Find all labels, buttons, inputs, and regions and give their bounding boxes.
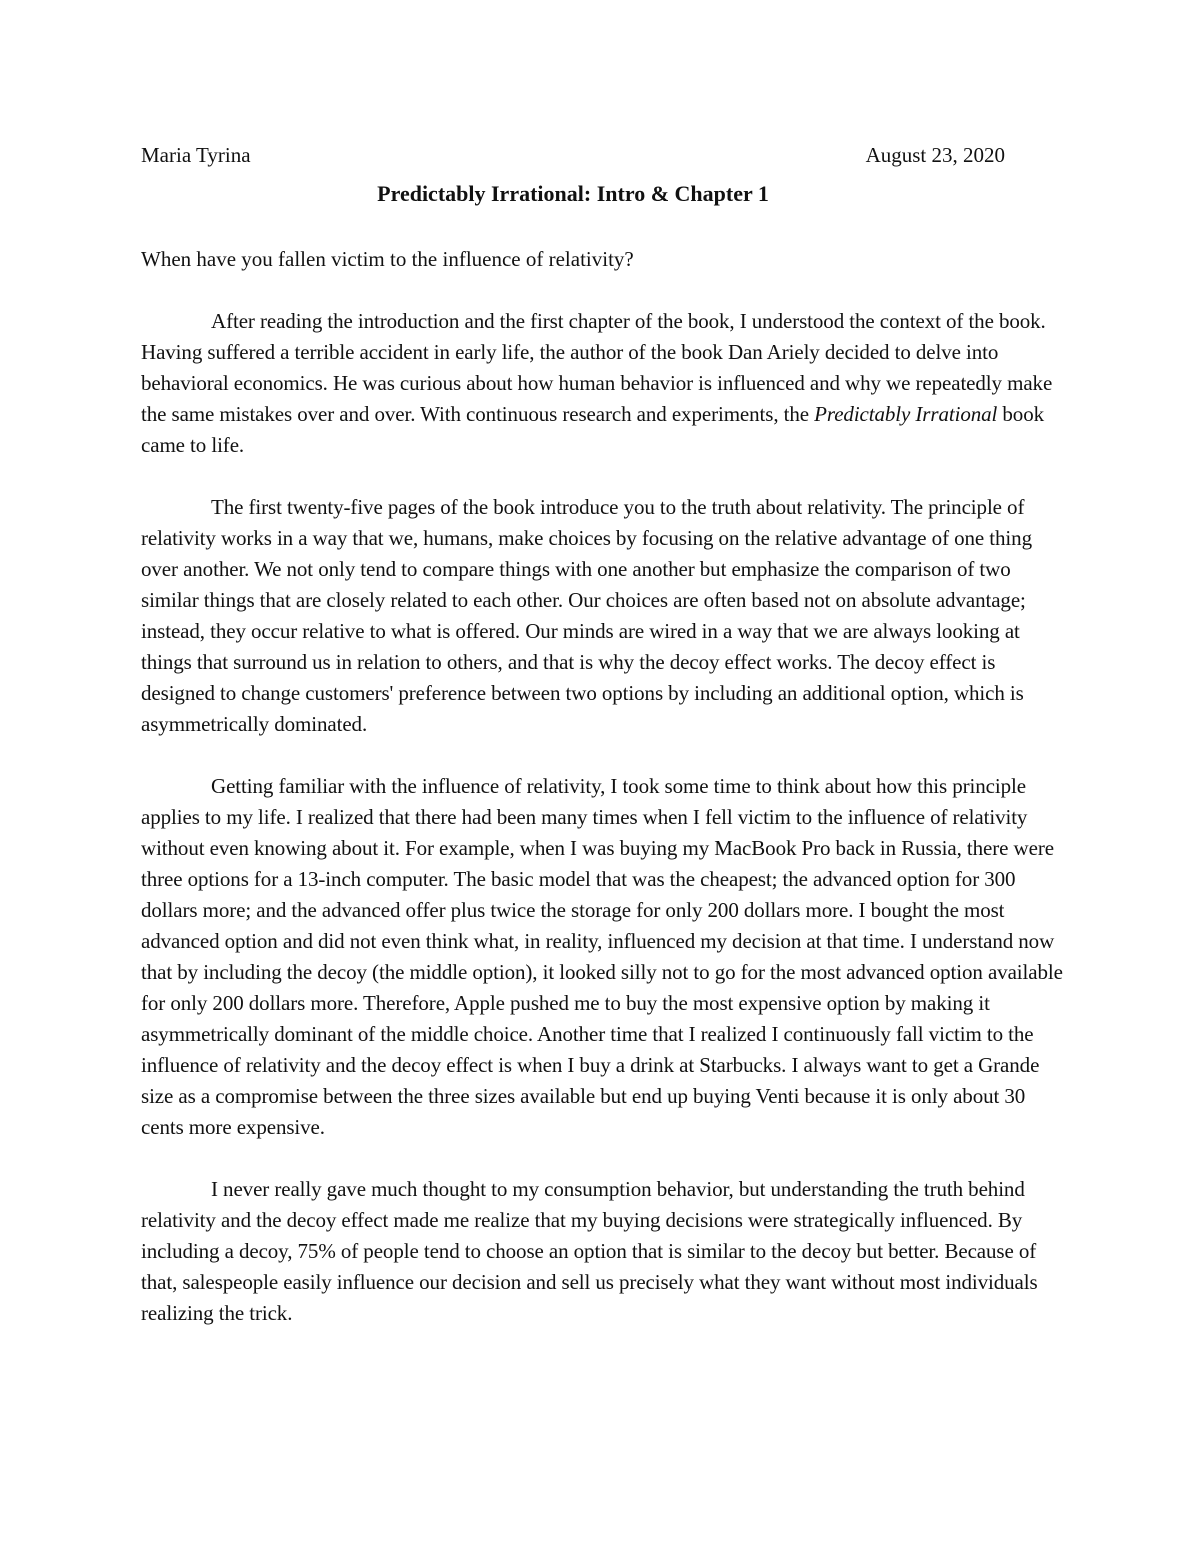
paragraph-4: I never really gave much thought to my consumption behavior, but understanding the truth behind relativity and the decoy effect made me realize that my buying decisions were strategically influenced. By including a decoy, 75% of people tend to choose an option that is similar to the decoy but better. Because of that, salespeople easily influence our decision and sell us precisely what they want without most individuals realizing the trick. <box>141 1177 1038 1325</box>
paragraph-2: The first twenty-five pages of the book introduce you to the truth about relativity. The principle of relativity works in a way that we, humans, make choices by focusing on the relative advantage of one thing over another. We not only tend to compare things with one another but emphasize the comparison of two similar things that are closely related to each other. Our choices are often based not on absolute advantage; instead, they occur relative to what is offered. Our minds are wired in a way that we are always looking at things that surround us in relation to others, and that is why the decoy effect works. The decoy effect is designed to change customers' preference between two options by including an additional option, which is asymmetrically dominated. <box>141 495 1032 736</box>
document-header <box>141 140 1005 174</box>
document-date: August 23, 2020 <box>865 143 1005 167</box>
document-page <box>141 140 1061 1350</box>
document-title: Predictably Irrational: Intro & Chapter 1 <box>377 181 769 206</box>
paragraph-3: Getting familiar with the influence of relativity, I took some time to think about how this principle applies to my life. I realized that there had been many times when I fell victim to the influence of relativity without even knowing about it. For example, when I was buying my MacBook Pro back in Russia, there were three options for a 13-inch computer. The basic model that was the cheapest; the advanced option for 300 dollars more; and the advanced offer plus twice the storage for only 200 dollars more. I bought the most advanced option and did not even think what, in reality, influenced my decision at that time. I understand now that by including the decoy (the middle option), it looked silly not to go for the most advanced option available for only 200 dollars more. Therefore, Apple pushed me to buy the most expensive option by making it asymmetrically dominant of the middle choice. Another time that I realized I continuously fall victim to the influence of relativity and the decoy effect is when I buy a drink at Starbucks. I always want to get a Grande size as a compromise between the three sizes available but end up buying Venti because it is only about 30 cents more expensive. <box>141 774 1063 1139</box>
paragraph-1-text-end: book came to life. <box>141 402 1045 457</box>
book-title-italic: Predictably Irrational <box>814 402 998 426</box>
essay-question: When have you fallen victim to the influence of relativity? <box>141 247 634 271</box>
paragraph-1-text-start: After reading the introduction and the first chapter of the book, I understood the context of the book. Having suffered a terrible accident in early life, the author of the book Dan Ariely decided to delve into behavioral economics. He was curious about how human behavior is influenced and why we repeatedly make the same mistakes over and over. With continuous research and experiments, the <box>141 309 1053 426</box>
author-name: Maria Tyrina <box>141 143 251 167</box>
paragraph-1 <box>141 306 1066 461</box>
